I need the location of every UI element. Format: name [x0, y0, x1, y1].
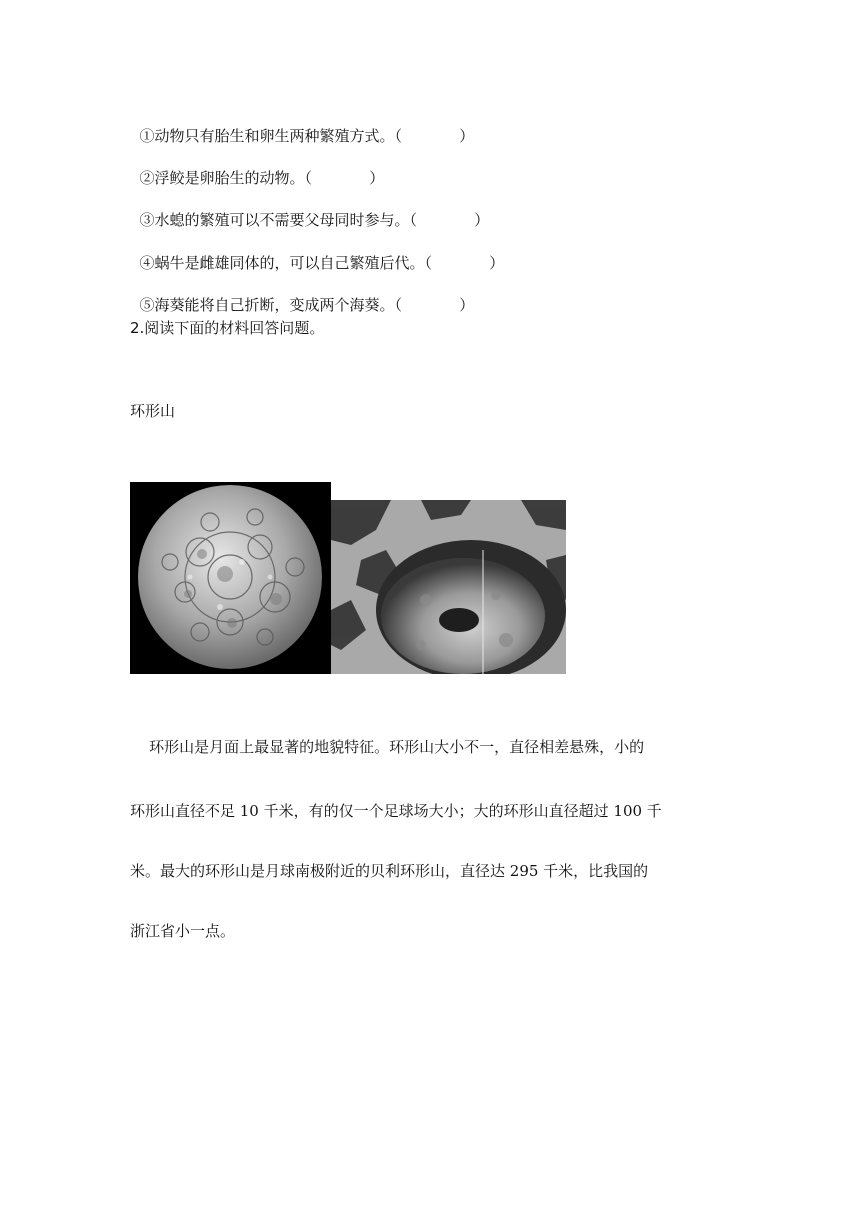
question-text: ①动物只有胎生和卵生两种繁殖方式。（: [139, 127, 403, 145]
answer-blank-close: ）: [459, 296, 475, 314]
question-item-1: [130, 106, 474, 146]
answer-blank-close: ）: [489, 254, 505, 272]
answer-blank-close: ）: [474, 211, 490, 229]
question-item-2: [130, 148, 384, 188]
paragraph-line: 环形山直径不足 10 千米，有的仅一个足球场大小；大的环形山直径超过 100 千: [130, 802, 662, 820]
question-2-heading: 2.阅读下面的材料回答问题。: [130, 319, 325, 337]
answer-blank-close: ）: [459, 127, 475, 145]
paragraph-line: 环形山是月面上最显著的地貌特征。环形山大小不一，直径相差悬殊，小的: [130, 738, 645, 756]
moon-south-pole-photo: [130, 482, 331, 674]
question-text: ④蜗牛是雌雄同体的，可以自己繁殖后代。（: [139, 254, 433, 272]
question-item-3: [130, 190, 489, 230]
answer-blank-close: ）: [369, 169, 385, 187]
question-item-4: [130, 233, 504, 273]
crater-closeup-photo: [331, 500, 566, 674]
paragraph-line: 米。最大的环形山是月球南极附近的贝利环形山，直径达 295 千米，比我国的: [130, 862, 649, 880]
question-text: ③水螅的繁殖可以不需要父母同时参与。（: [139, 211, 418, 229]
question-text: ⑤海葵能将自己折断，变成两个海葵。（: [139, 296, 403, 314]
material-title: 环形山: [130, 402, 176, 420]
question-item-5: [130, 275, 474, 315]
paragraph-line: 浙江省小一点。: [130, 922, 236, 940]
question-text: ②浮鲛是卵胎生的动物。（: [139, 169, 313, 187]
